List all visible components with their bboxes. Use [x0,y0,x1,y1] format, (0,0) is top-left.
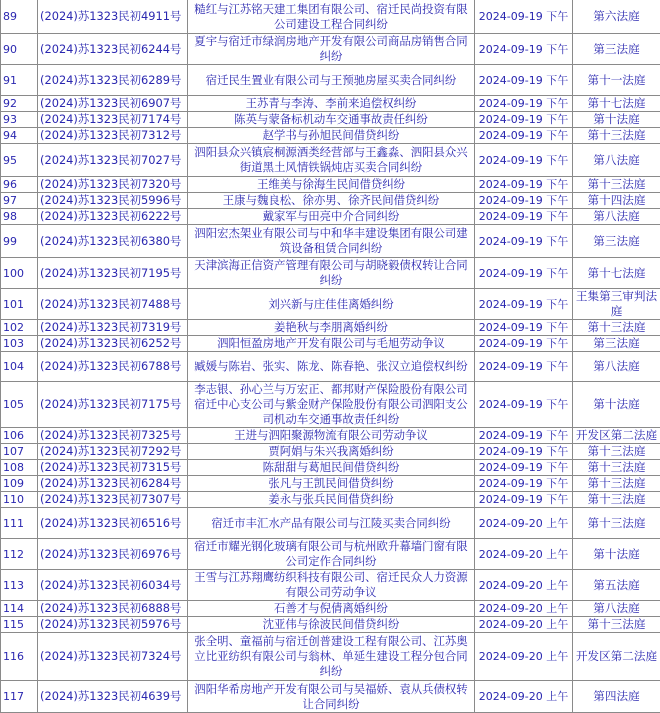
case-number: (2024)苏1323民初7488号 [38,289,188,320]
case-number: (2024)苏1323民初6289号 [38,65,188,96]
courtroom: 第十三法庭 [573,444,660,460]
case-number: (2024)苏1323民初6888号 [38,601,188,617]
case-name: 王进与泗阳聚源物流有限公司劳动争议 [188,428,475,444]
courtroom: 第十三法庭 [573,177,660,193]
courtroom: 第十四法庭 [573,193,660,209]
case-number: (2024)苏1323民初6034号 [38,570,188,601]
courtroom: 第三法庭 [573,34,660,65]
row-number: 93 [1,112,38,128]
table-row [1,128,660,144]
hearing-time: 2024-09-19 下午 [475,209,573,225]
case-number: (2024)苏1323民初7027号 [38,144,188,177]
case-name: 陈英与蒙备标机动车交通事故责任纠纷 [188,112,475,128]
case-name: 王康与魏良松、徐亦男、徐齐民间借贷纠纷 [188,193,475,209]
case-name: 石善才与倪倩离婚纠纷 [188,601,475,617]
courtroom: 第六法庭 [573,0,660,34]
hearing-time: 2024-09-19 下午 [475,428,573,444]
table-row [1,428,660,444]
case-number: (2024)苏1323民初6907号 [38,96,188,112]
row-number: 94 [1,128,38,144]
row-number: 97 [1,193,38,209]
courtroom: 第十法庭 [573,112,660,128]
case-number: (2024)苏1323民初7312号 [38,128,188,144]
row-number: 106 [1,428,38,444]
case-number: (2024)苏1323民初7195号 [38,258,188,289]
table-row [1,320,660,336]
row-number: 111 [1,508,38,539]
hearing-time: 2024-09-20 上午 [475,681,573,713]
table-row [1,508,660,539]
courtroom: 第八法庭 [573,144,660,177]
case-number: (2024)苏1323民初7175号 [38,382,188,428]
courtroom: 第十一法庭 [573,65,660,96]
courtroom: 第八法庭 [573,601,660,617]
row-number: 96 [1,177,38,193]
row-number: 103 [1,336,38,352]
table-row [1,601,660,617]
table-row [1,460,660,476]
case-name: 姜永与张兵民间借贷纠纷 [188,492,475,508]
hearing-time: 2024-09-19 下午 [475,382,573,428]
row-number: 104 [1,352,38,382]
case-name: 泗阳县众兴镇宸桐源酒类经营部与王鑫淼、泗阳县众兴街道黑土风情铁锅炖店买卖合同纠纷 [188,144,475,177]
table-row [1,144,660,177]
case-name: 贾阿娟与朱兴我离婚纠纷 [188,444,475,460]
hearing-time: 2024-09-19 下午 [475,193,573,209]
hearing-schedule-body [1,0,660,713]
hearing-time: 2024-09-19 下午 [475,65,573,96]
case-number: (2024)苏1323民初6284号 [38,476,188,492]
hearing-time: 2024-09-19 下午 [475,476,573,492]
hearing-time: 2024-09-19 下午 [475,144,573,177]
hearing-time: 2024-09-20 上午 [475,539,573,570]
case-name: 王苏青与李涛、李前来追偿权纠纷 [188,96,475,112]
case-name: 糙红与江苏铭天建工集团有限公司、宿迁民尚投资有限公司建设工程合同纠纷 [188,0,475,34]
case-name: 臧媛与陈岩、张实、陈龙、陈春艳、张汉立追偿权纠纷 [188,352,475,382]
case-name: 张全明、童福前与宿迁创普建设工程有限公司、江苏奥立比亚纺织有限公司与翁林、单延生建设工程分包合同纠纷 [188,633,475,681]
case-number: (2024)苏1323民初5996号 [38,193,188,209]
table-row [1,209,660,225]
case-name: 宿迁民生置业有限公司与王预驰房屋买卖合同纠纷 [188,65,475,96]
row-number: 91 [1,65,38,96]
table-row [1,633,660,681]
row-number: 89 [1,0,38,34]
case-name: 王雪与江苏翔鹰纺织科技有限公司、宿迁民众人力资源有限公司劳动争议 [188,570,475,601]
table-row [1,96,660,112]
courtroom: 开发区第二法庭 [573,633,660,681]
courtroom: 第八法庭 [573,209,660,225]
courtroom: 第四法庭 [573,681,660,713]
row-number: 98 [1,209,38,225]
case-name: 李志银、孙心兰与万宏正、都邦财产保险股份有限公司宿迁中心支公司与紫金财产保险股份有限公司泗阳支公司机动车交通事故责任纠纷 [188,382,475,428]
case-name: 王维美与徐海生民间借贷纠纷 [188,177,475,193]
case-name: 沈亚伟与徐波民间借贷纠纷 [188,617,475,633]
case-number: (2024)苏1323民初7307号 [38,492,188,508]
courtroom: 第八法庭 [573,352,660,382]
case-number: (2024)苏1323民初7324号 [38,633,188,681]
case-number: (2024)苏1323民初7325号 [38,428,188,444]
courtroom: 第三法庭 [573,225,660,258]
table-row [1,0,660,34]
courtroom: 第十三法庭 [573,460,660,476]
hearing-time: 2024-09-19 下午 [475,225,573,258]
hearing-time: 2024-09-19 下午 [475,289,573,320]
row-number: 110 [1,492,38,508]
row-number: 90 [1,34,38,65]
table-row [1,34,660,65]
hearing-time: 2024-09-20 上午 [475,617,573,633]
courtroom: 第三法庭 [573,336,660,352]
row-number: 95 [1,144,38,177]
table-row [1,570,660,601]
courtroom: 王集第三审判法庭 [573,289,660,320]
case-number: (2024)苏1323民初7292号 [38,444,188,460]
courtroom: 第十七法庭 [573,258,660,289]
case-number: (2024)苏1323民初6380号 [38,225,188,258]
case-number: (2024)苏1323民初7320号 [38,177,188,193]
case-name: 泗阳宏杰架业有限公司与中和华丰建设集团有限公司建筑设备租赁合同纠纷 [188,225,475,258]
table-row [1,476,660,492]
row-number: 112 [1,539,38,570]
courtroom: 第十七法庭 [573,96,660,112]
case-name: 夏宇与宿迁市绿润房地产开发有限公司商品房销售合同纠纷 [188,34,475,65]
hearing-time: 2024-09-20 上午 [475,570,573,601]
hearing-time: 2024-09-19 下午 [475,320,573,336]
courtroom: 第十法庭 [573,539,660,570]
row-number: 105 [1,382,38,428]
table-row [1,225,660,258]
hearing-time: 2024-09-19 下午 [475,258,573,289]
courtroom: 第十法庭 [573,382,660,428]
case-name: 赵学书与孙旭民间借贷纠纷 [188,128,475,144]
case-name: 陈甜甜与葛旭民间借贷纠纷 [188,460,475,476]
table-row [1,492,660,508]
table-row [1,539,660,570]
row-number: 115 [1,617,38,633]
table-row [1,617,660,633]
table-row [1,258,660,289]
row-number: 109 [1,476,38,492]
hearing-time: 2024-09-19 下午 [475,444,573,460]
case-number: (2024)苏1323民初7319号 [38,320,188,336]
hearing-time: 2024-09-19 下午 [475,460,573,476]
row-number: 100 [1,258,38,289]
table-row [1,177,660,193]
case-number: (2024)苏1323民初6244号 [38,34,188,65]
row-number: 102 [1,320,38,336]
case-number: (2024)苏1323民初6222号 [38,209,188,225]
case-name: 刘兴新与庄佳佳离婚纠纷 [188,289,475,320]
courtroom: 第十三法庭 [573,476,660,492]
case-number: (2024)苏1323民初5976号 [38,617,188,633]
case-number: (2024)苏1323民初6976号 [38,539,188,570]
case-number: (2024)苏1323民初7174号 [38,112,188,128]
case-number: (2024)苏1323民初7315号 [38,460,188,476]
case-name: 张凡与王凯民间借贷纠纷 [188,476,475,492]
row-number: 116 [1,633,38,681]
hearing-time: 2024-09-19 下午 [475,96,573,112]
case-name: 宿迁市丰汇水产品有限公司与江陵买卖合同纠纷 [188,508,475,539]
table-row [1,336,660,352]
row-number: 107 [1,444,38,460]
hearing-time: 2024-09-19 下午 [475,0,573,34]
hearing-time: 2024-09-20 上午 [475,633,573,681]
courtroom: 第十三法庭 [573,508,660,539]
table-row [1,681,660,713]
table-row [1,382,660,428]
hearing-time: 2024-09-19 下午 [475,336,573,352]
courtroom: 第五法庭 [573,570,660,601]
case-number: (2024)苏1323民初6252号 [38,336,188,352]
case-name: 天津滨海正信资产管理有限公司与胡晓毅债权转让合同纠纷 [188,258,475,289]
hearing-time: 2024-09-19 下午 [475,34,573,65]
hearing-time: 2024-09-19 下午 [475,352,573,382]
hearing-time: 2024-09-19 下午 [475,492,573,508]
table-row [1,289,660,320]
hearing-time: 2024-09-19 下午 [475,112,573,128]
case-number: (2024)苏1323民初4911号 [38,0,188,34]
courtroom: 第十三法庭 [573,320,660,336]
row-number: 113 [1,570,38,601]
row-number: 117 [1,681,38,713]
case-name: 泗阳恒盈房地产开发有限公司与毛旭劳动争议 [188,336,475,352]
table-row [1,193,660,209]
case-number: (2024)苏1323民初6788号 [38,352,188,382]
case-number: (2024)苏1323民初6516号 [38,508,188,539]
table-row [1,352,660,382]
row-number: 92 [1,96,38,112]
courtroom: 第十三法庭 [573,492,660,508]
case-number: (2024)苏1323民初4639号 [38,681,188,713]
hearing-time: 2024-09-20 上午 [475,601,573,617]
row-number: 114 [1,601,38,617]
row-number: 101 [1,289,38,320]
case-name: 戴家军与田亮中介合同纠纷 [188,209,475,225]
row-number: 108 [1,460,38,476]
hearing-time: 2024-09-20 上午 [475,508,573,539]
hearing-time: 2024-09-19 下午 [475,128,573,144]
courtroom: 开发区第二法庭 [573,428,660,444]
courtroom: 第十三法庭 [573,128,660,144]
table-row [1,112,660,128]
case-name: 泗阳华希房地产开发有限公司与吴福娇、袁从兵债权转让合同纠纷 [188,681,475,713]
table-row [1,65,660,96]
row-number: 99 [1,225,38,258]
case-name: 宿迁市耀光钢化玻璃有限公司与杭州欧升幕墙门窗有限公司定作合同纠纷 [188,539,475,570]
hearing-time: 2024-09-19 下午 [475,177,573,193]
courtroom: 第十三法庭 [573,617,660,633]
case-name: 姜艳秋与李朋离婚纠纷 [188,320,475,336]
table-row [1,444,660,460]
